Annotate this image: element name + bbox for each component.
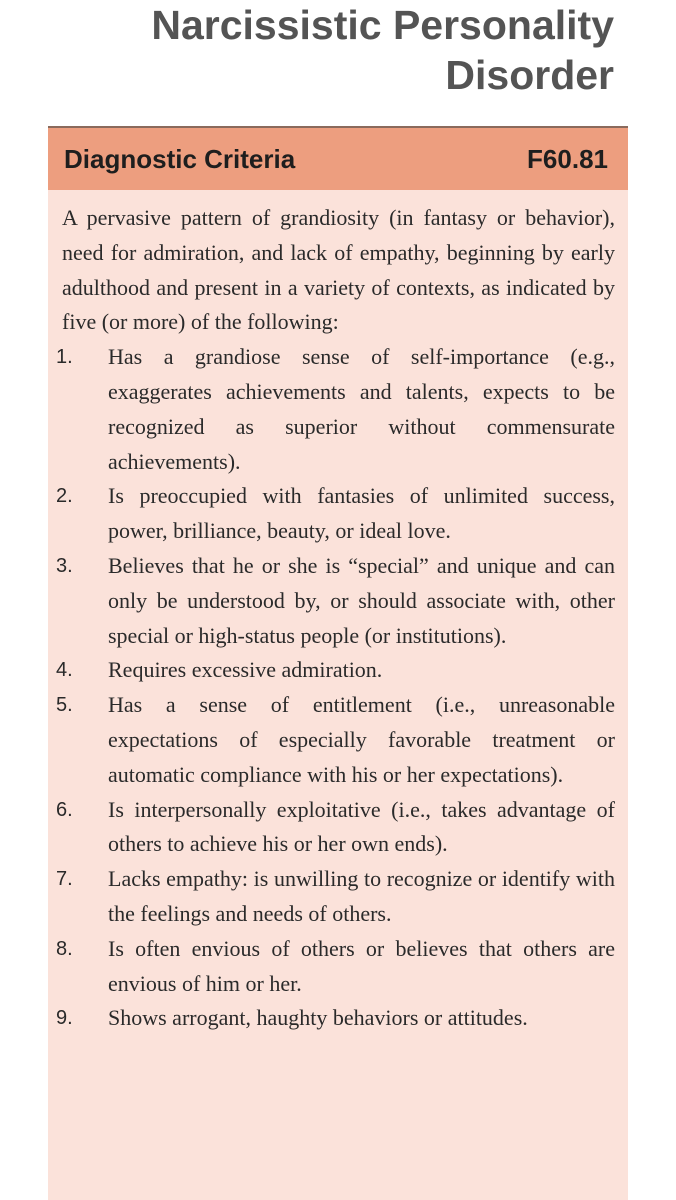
criteria-intro: A pervasive pattern of grandiosity (in fantasy or behavior), need for admiration, and lack of empathy, beginning by early adulthood and present in a variety of contexts, as indicated by five (or more) of the following:: [62, 205, 615, 335]
criterion-item-9: [56, 1001, 615, 1036]
criteria-list: [56, 340, 615, 1036]
diagnostic-code: F60.81: [527, 144, 608, 174]
criteria-header: [48, 126, 628, 190]
criterion-item-2: [56, 479, 615, 549]
criterion-number: 1.: [56, 346, 73, 369]
criterion-text: Is often envious of others or believes that others are envious of him or her.: [108, 935, 615, 996]
criterion-text: Is interpersonally exploitative (i.e., takes advantage of others to achieve his or her own ends).: [108, 796, 615, 857]
criterion-number: 3.: [56, 554, 73, 577]
criterion-text: Shows arrogant, haughty behaviors or attitudes.: [108, 1005, 528, 1031]
criterion-text: Believes that he or she is “special” and unique and can only be understood by, or should associate with, other special or high-status people (or institutions).: [108, 552, 615, 648]
criterion-item-7: [56, 862, 615, 932]
diagnostic-criteria-box: [48, 126, 628, 1200]
criterion-text: Is preoccupied with fantasies of unlimited success, power, brilliance, beauty, or ideal love.: [108, 483, 615, 544]
criterion-item-3: [56, 549, 615, 653]
criterion-number: 6.: [56, 798, 73, 821]
criterion-number: 8.: [56, 937, 73, 960]
criterion-text: Has a sense of entitlement (i.e., unreasonable expectations of especially favorable treatment or automatic compliance with his or her expectations).: [108, 692, 615, 787]
page-title: Narcissistic Personality Disorder: [151, 2, 614, 98]
criteria-body: [56, 201, 615, 1036]
criterion-number: 2.: [56, 485, 73, 508]
criterion-number: 7.: [56, 868, 73, 891]
criterion-item-6: [56, 793, 615, 863]
criterion-text: Lacks empathy: is unwilling to recognize or identify with the feelings and needs of others.: [108, 866, 615, 926]
criterion-item-8: [56, 932, 615, 1002]
criterion-number: 5.: [56, 694, 73, 717]
criterion-item-5: [56, 688, 615, 792]
criterion-item-1: [56, 340, 615, 479]
criterion-text: Requires excessive admiration.: [108, 657, 383, 683]
criterion-item-4: [56, 653, 615, 688]
criterion-text: Has a grandiose sense of self-importance (e.g., exaggerates achievements and talents, expects to be recognized as superior without commensurate achievements).: [108, 344, 615, 474]
criterion-number: 9.: [56, 1007, 73, 1030]
criterion-number: 4.: [56, 659, 73, 682]
criteria-heading: Diagnostic Criteria: [64, 144, 296, 174]
